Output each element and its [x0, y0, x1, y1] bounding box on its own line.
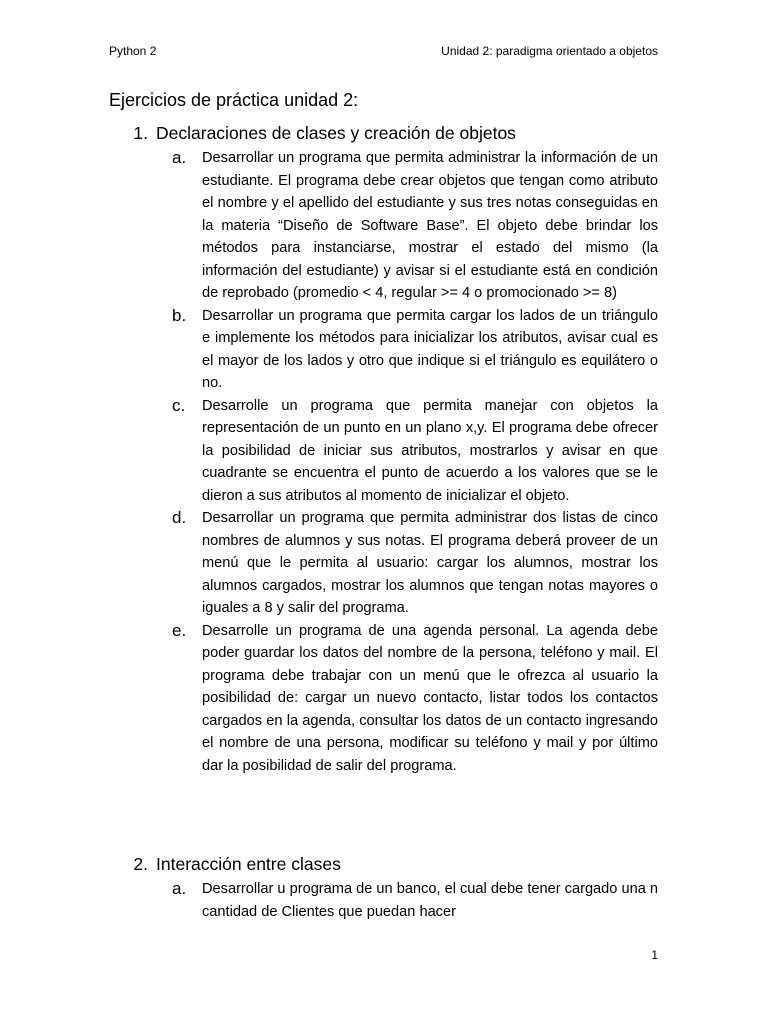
- page-title: Ejercicios de práctica unidad 2:: [109, 90, 359, 110]
- section-2: [109, 853, 658, 923]
- exercise-item: [172, 507, 658, 620]
- item-text: Desarrollar u programa de un banco, el cual debe tener cargado una n cantidad de Clientes que puedan hacer: [202, 881, 658, 920]
- section-heading: [109, 853, 658, 876]
- item-text: Desarrollar un programa que permita administrar la información de un estudiante. El programa debe crear objetos que tengan como atributo el nombre y el apellido del estudiante y sus tres notas conseguidas en la materia “Diseño de Software Base”. El objeto debe brindar los métodos para instanciarse, mostrar el estado del mismo (la información del estudiante) y avisar si el estudiante está en condición de reprobado (promedio < 4, regular >= 4 o promocionado >= 8): [202, 150, 658, 301]
- item-letter: a.: [172, 879, 187, 898]
- item-letter: a.: [172, 148, 187, 167]
- exercise-item: [172, 620, 658, 778]
- item-letter: c.: [172, 395, 186, 415]
- item-text: Desarrollar un programa que permita cargar los lados de un triángulo e implemente los métodos para inicializar los atributos, avisar cual es el mayor de los lados y otro que indique si el triángulo es equilátero o no.: [202, 307, 658, 391]
- section-title: Declaraciones de clases y creación de objetos: [156, 123, 516, 143]
- section-number: 2.: [133, 854, 148, 874]
- section-1: [109, 122, 658, 777]
- section-heading: [109, 122, 658, 145]
- exercise-list: [109, 147, 658, 777]
- header-right: Unidad 2: paradigma orientado a objetos: [441, 44, 658, 58]
- item-letter: d.: [172, 508, 187, 527]
- section-title: Interacción entre clases: [156, 854, 341, 874]
- exercise-item: [172, 878, 658, 923]
- item-text: Desarrollar un programa que permita administrar dos listas de cinco nombres de alumnos y sus notas. El programa deberá proveer de un menú que le permita al usuario: cargar los alumnos, mostrar los alumnos cargados, mostrar los alumnos que tengan notas mayores o iguales a 8 y salir del programa.: [202, 510, 658, 616]
- item-letter: b.: [172, 305, 187, 325]
- item-text: Desarrolle un programa de una agenda personal. La agenda debe poder guardar los datos del nombre de la persona, teléfono y mail. El programa debe trabajar con un menú que le ofrezca al usuario la posibilidad de: cargar un nuevo contacto, listar todos los contactos cargados en la agenda, consultar los datos de un contacto ingresando el nombre de una persona, modificar su teléfono y mail y por último dar la posibilidad de salir del programa.: [202, 622, 658, 774]
- item-text: Desarrolle un programa que permita manejar con objetos la representación de un punto en un plano x,y. El programa debe ofrecer la posibilidad de iniciar sus atributos, mostrarlos y avisar en que cuadrante se encuentra el punto de acuerdo a los valores que se le dieron a sus atributos al momento de inicializar el objeto.: [202, 397, 658, 504]
- exercise-item: [172, 395, 658, 508]
- exercise-item: [172, 147, 658, 305]
- exercise-item: [172, 305, 658, 395]
- page-number: 1: [651, 948, 658, 962]
- section-number: 1.: [133, 123, 148, 143]
- item-letter: e.: [172, 620, 187, 640]
- exercise-list: [109, 878, 658, 923]
- header-left: Python 2: [109, 44, 157, 58]
